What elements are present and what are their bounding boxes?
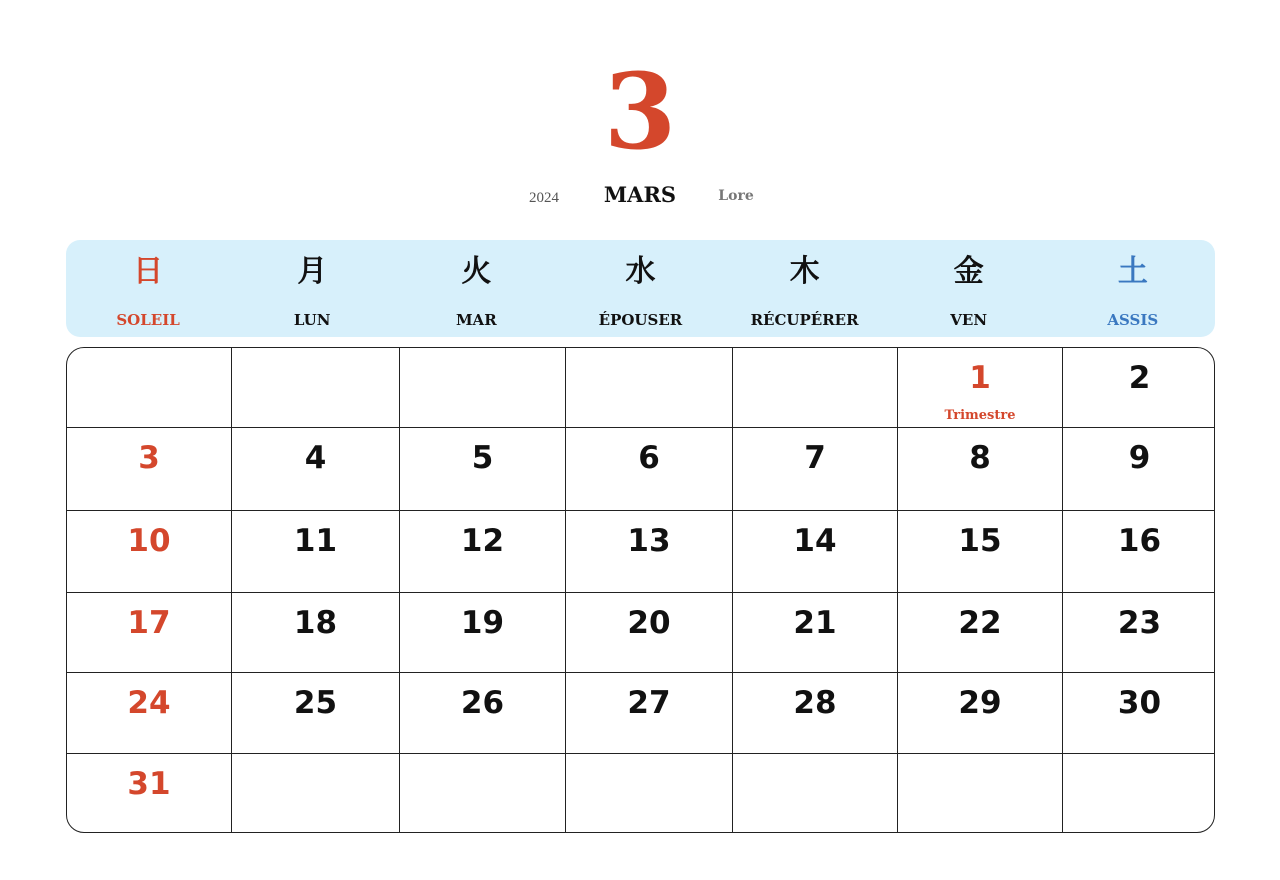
day-cell-9[interactable] xyxy=(1063,428,1215,511)
day-cell-23[interactable] xyxy=(1063,593,1215,673)
weekday-kanji: 金 xyxy=(953,254,984,289)
day-number: 9 xyxy=(1128,440,1151,476)
day-number: 3 xyxy=(138,440,160,476)
day-number: 30 xyxy=(1117,685,1162,721)
day-cell-3[interactable] xyxy=(67,428,232,511)
day-cell-2[interactable] xyxy=(1063,348,1215,428)
calendar-grid xyxy=(66,347,1215,833)
weekday-label: SOLEIL xyxy=(116,311,180,329)
weekday-5 xyxy=(723,240,887,337)
empty-day-cell xyxy=(400,348,566,428)
empty-day-cell xyxy=(898,754,1063,833)
tagline: Lore xyxy=(718,188,754,204)
day-number: 14 xyxy=(793,523,837,559)
day-cell-22[interactable] xyxy=(898,593,1063,673)
year-label: 2024 xyxy=(529,190,559,206)
day-number: 4 xyxy=(304,440,327,476)
empty-day-cell xyxy=(733,754,898,833)
day-cell-31[interactable] xyxy=(67,754,232,833)
day-cell-15[interactable] xyxy=(898,511,1063,593)
month-number: 3 xyxy=(603,50,677,173)
day-cell-18[interactable] xyxy=(232,593,400,673)
day-cell-10[interactable] xyxy=(67,511,232,593)
weekday-label: ASSIS xyxy=(1107,311,1159,329)
day-cell-26[interactable] xyxy=(400,673,566,754)
day-number: 15 xyxy=(958,523,1002,559)
day-cell-19[interactable] xyxy=(400,593,566,673)
weekday-label: LUN xyxy=(293,311,331,329)
weekday-kanji: 火 xyxy=(461,254,492,289)
day-number: 29 xyxy=(958,685,1002,721)
empty-day-cell xyxy=(232,348,400,428)
day-number: 10 xyxy=(127,523,171,559)
day-number: 21 xyxy=(793,605,837,641)
empty-day-cell xyxy=(733,348,898,428)
day-cell-4[interactable] xyxy=(232,428,400,511)
empty-day-cell xyxy=(400,754,566,833)
day-number: 6 xyxy=(638,440,660,476)
day-number: 11 xyxy=(293,523,338,559)
weekday-label: VEN xyxy=(950,311,988,329)
day-cell-29[interactable] xyxy=(898,673,1063,754)
day-cell-5[interactable] xyxy=(400,428,566,511)
day-cell-17[interactable] xyxy=(67,593,232,673)
day-number: 27 xyxy=(627,685,671,721)
weekday-6 xyxy=(887,240,1051,337)
day-number: 20 xyxy=(627,605,671,641)
weekday-4 xyxy=(558,240,722,337)
weekday-label: ÉPOUSER xyxy=(598,311,683,329)
weekday-1 xyxy=(66,240,230,337)
day-number: 5 xyxy=(471,440,494,476)
day-cell-11[interactable] xyxy=(232,511,400,593)
day-number: 13 xyxy=(627,523,671,559)
day-cell-28[interactable] xyxy=(733,673,898,754)
day-cell-20[interactable] xyxy=(566,593,733,673)
empty-day-cell xyxy=(566,348,733,428)
day-number: 1 xyxy=(969,360,991,396)
day-number: 25 xyxy=(293,685,338,721)
day-cell-14[interactable] xyxy=(733,511,898,593)
weekday-kanji: 日 xyxy=(133,254,164,289)
weekday-label: RÉCUPÉRER xyxy=(750,311,859,329)
day-cell-1[interactable] xyxy=(898,348,1063,428)
day-cell-12[interactable] xyxy=(400,511,566,593)
day-number: 12 xyxy=(460,523,505,559)
day-number: 17 xyxy=(127,605,171,641)
day-note: Trimestre xyxy=(944,408,1016,423)
empty-day-cell xyxy=(566,754,733,833)
day-number: 24 xyxy=(127,685,171,721)
day-number: 23 xyxy=(1117,605,1162,641)
day-cell-27[interactable] xyxy=(566,673,733,754)
weekday-header-bar xyxy=(66,240,1215,337)
empty-day-cell xyxy=(1063,754,1215,833)
day-cell-8[interactable] xyxy=(898,428,1063,511)
weekday-kanji: 水 xyxy=(625,254,656,289)
weekday-label: MAR xyxy=(455,311,497,329)
day-number: 7 xyxy=(804,440,826,476)
day-cell-24[interactable] xyxy=(67,673,232,754)
weekday-kanji: 木 xyxy=(789,254,820,289)
weekday-7 xyxy=(1051,240,1215,337)
day-cell-6[interactable] xyxy=(566,428,733,511)
weekday-kanji: 月 xyxy=(297,254,328,289)
day-number: 2 xyxy=(1128,360,1151,396)
day-number: 19 xyxy=(460,605,505,641)
day-number: 8 xyxy=(969,440,991,476)
weekday-2 xyxy=(230,240,394,337)
day-number: 16 xyxy=(1117,523,1162,559)
empty-day-cell xyxy=(67,348,232,428)
day-number: 18 xyxy=(293,605,338,641)
weekday-kanji: 土 xyxy=(1117,254,1148,289)
day-cell-30[interactable] xyxy=(1063,673,1215,754)
day-number: 22 xyxy=(958,605,1002,641)
day-cell-16[interactable] xyxy=(1063,511,1215,593)
day-number: 26 xyxy=(460,685,505,721)
weekday-3 xyxy=(394,240,558,337)
day-number: 31 xyxy=(127,766,171,802)
month-name: MARS xyxy=(603,182,677,207)
day-cell-25[interactable] xyxy=(232,673,400,754)
day-cell-21[interactable] xyxy=(733,593,898,673)
day-number: 28 xyxy=(793,685,837,721)
day-cell-7[interactable] xyxy=(733,428,898,511)
day-cell-13[interactable] xyxy=(566,511,733,593)
empty-day-cell xyxy=(232,754,400,833)
